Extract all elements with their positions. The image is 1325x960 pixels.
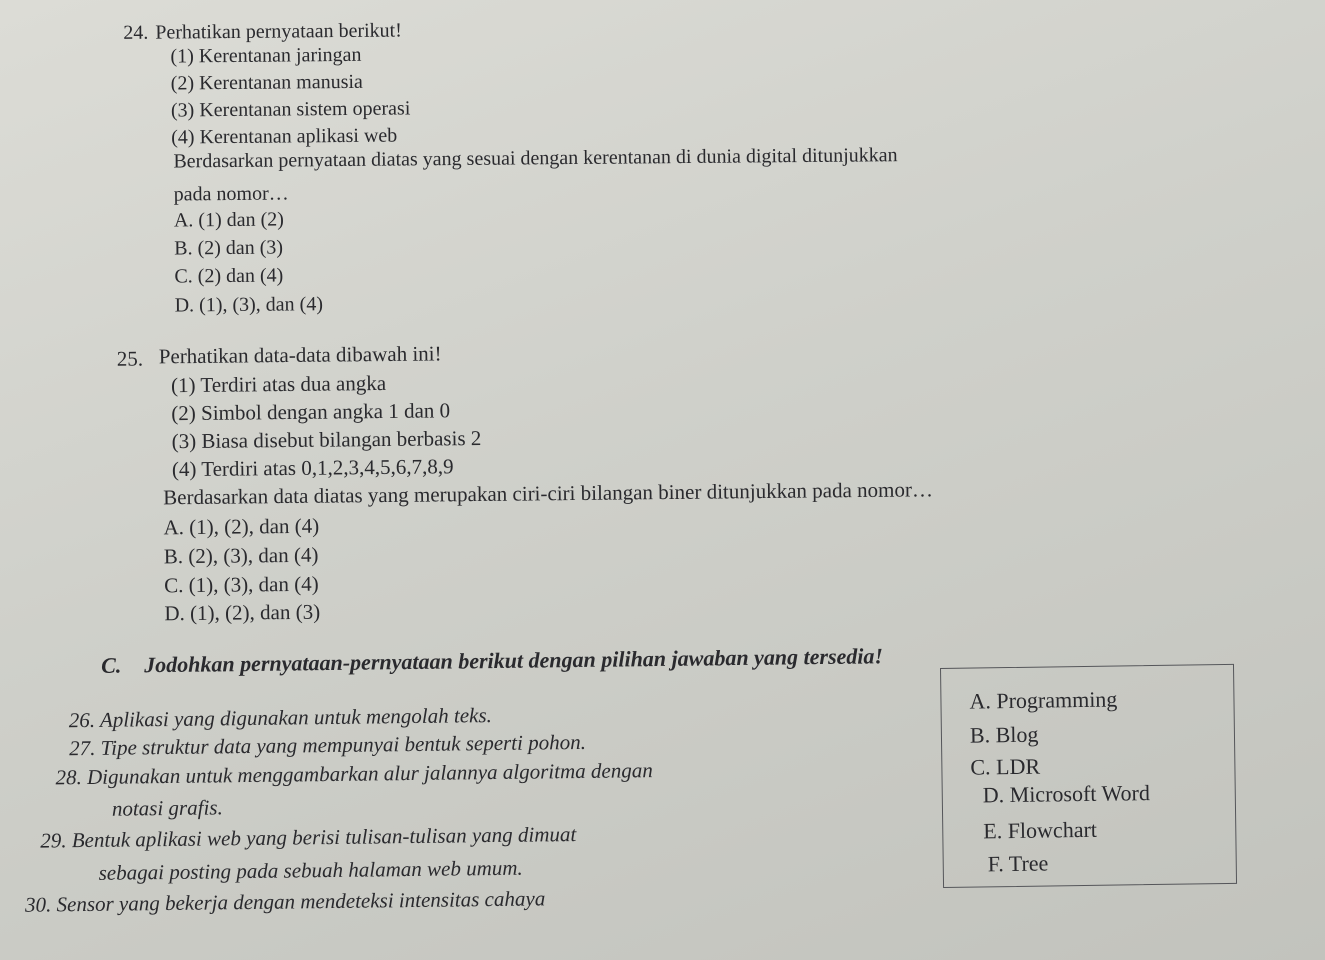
- q25-statement-2: (2) Simbol dengan angka 1 dan 0: [171, 398, 451, 426]
- q25-option-b: B. (2), (3), dan (4): [163, 542, 319, 569]
- answer-choices-box: [940, 664, 1237, 888]
- matching-item-28-cont: notasi grafis.: [111, 795, 223, 821]
- q25-statement-4: (4) Terdiri atas 0,1,2,3,4,5,6,7,8,9: [171, 454, 454, 482]
- q25-question: Berdasarkan data diatas yang merupakan ciri-ciri bilangan biner ditunjukkan pada nomor…: [163, 477, 934, 510]
- matching-item-29: 29. Bentuk aplikasi web yang berisi tulisan-tulisan yang dimuat: [40, 822, 577, 853]
- q24-option-a: A. (1) dan (2): [173, 208, 284, 232]
- answer-b: B. Blog: [969, 721, 1039, 748]
- answer-d: D. Microsoft Word: [982, 780, 1151, 808]
- q25-option-d: D. (1), (2), dan (3): [164, 599, 321, 626]
- q24-number: 24.: [123, 21, 149, 44]
- q24-statement-4: (4) Kerentanan aplikasi web: [171, 124, 398, 149]
- matching-item-27: 27. Tipe struktur data yang mempunyai bentuk seperti pohon.: [68, 729, 587, 761]
- q25-statement-1: (1) Terdiri atas dua angka: [170, 370, 387, 398]
- section-c-letter: C.: [100, 652, 122, 678]
- matching-item-26: 26. Aplikasi yang digunakan untuk mengolah teks.: [68, 703, 492, 733]
- q25-number: 25.: [116, 346, 144, 371]
- answer-f: F. Tree: [987, 850, 1049, 877]
- section-c-heading: Jodohkan pernyataan-pernyataan berikut dengan pilihan jawaban yang tersedia!: [143, 643, 884, 678]
- answer-a: A. Programming: [969, 686, 1118, 714]
- q24-statement-1: (1) Kerentanan jaringan: [170, 43, 362, 68]
- q24-option-d: D. (1), (3), dan (4): [174, 293, 324, 317]
- matching-item-28: 28. Digunakan untuk menggambarkan alur jalannya algoritma dengan: [55, 758, 653, 790]
- matching-item-29-cont: sebagai posting pada sebuah halaman web umum.: [98, 855, 523, 885]
- q24-option-b: B. (2) dan (3): [174, 236, 284, 260]
- answer-c: C. LDR: [970, 753, 1041, 780]
- q24-statement-2: (2) Kerentanan manusia: [170, 70, 363, 95]
- q24-statement-3: (3) Kerentanan sistem operasi: [170, 97, 411, 122]
- q24-question-line1: Berdasarkan pernyataan diatas yang sesuai dengan kerentanan di dunia digital ditunjukkan: [173, 144, 898, 173]
- answer-e: E. Flowchart: [983, 816, 1098, 844]
- matching-item-30: 30. Sensor yang bekerja dengan mendeteksi intensitas cahaya: [24, 886, 546, 917]
- q24-prompt: Perhatikan pernyataan berikut!: [155, 19, 402, 44]
- q25-prompt: Perhatikan data-data dibawah ini!: [158, 341, 442, 369]
- q25-option-c: C. (1), (3), dan (4): [164, 571, 319, 598]
- q25-option-a: A. (1), (2), dan (4): [163, 513, 320, 540]
- q25-statement-3: (3) Biasa disebut bilangan berbasis 2: [171, 425, 482, 454]
- q24-question-line2: pada nomor…: [173, 182, 289, 206]
- q24-option-c: C. (2) dan (4): [174, 264, 284, 288]
